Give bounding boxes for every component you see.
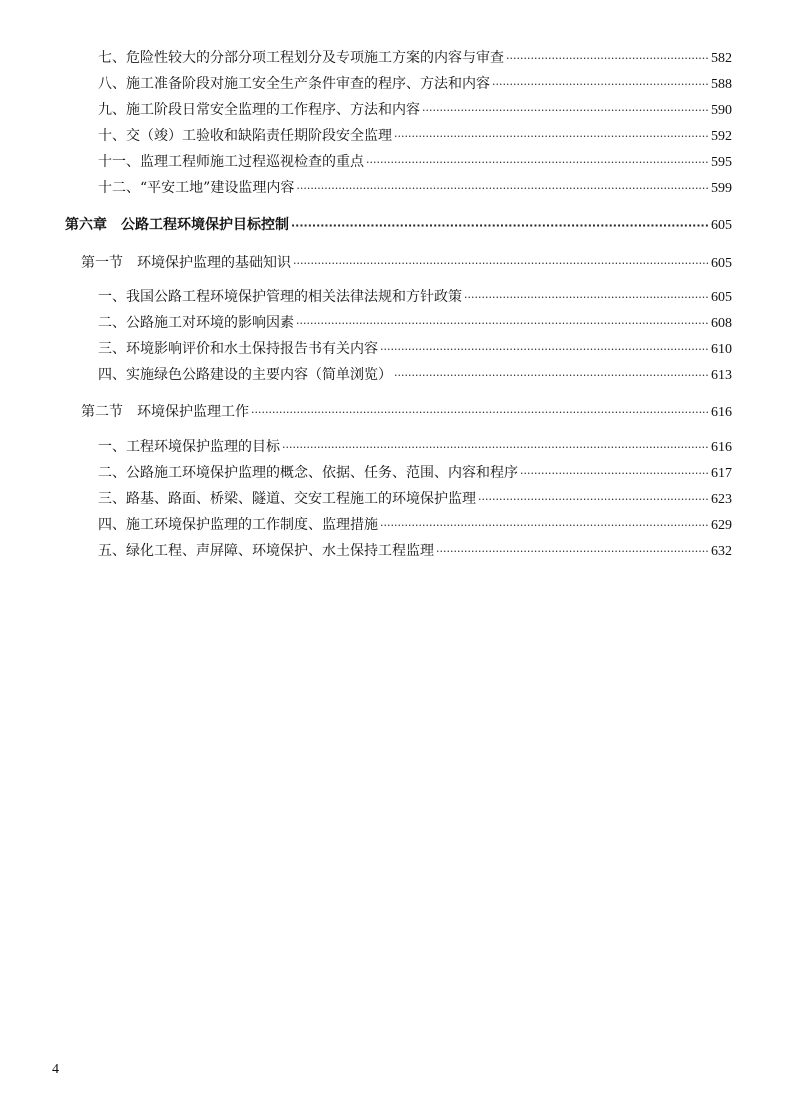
leader-dots — [293, 255, 709, 273]
toc-entry-title: 四、施工环境保护监理的工作制度、监理措施 — [98, 517, 378, 533]
toc-entry-page: 605 — [711, 290, 732, 305]
leader-dots — [366, 154, 709, 172]
leader-dots — [394, 367, 709, 385]
leader-dots — [380, 341, 709, 359]
toc-entry-title: 七、危险性较大的分部分项工程划分及专项施工方案的内容与审查 — [98, 50, 504, 66]
chapter-title: 第六章 公路工程环境保护目标控制 — [65, 217, 289, 233]
page-number: 4 — [52, 1062, 59, 1077]
leader-dots — [380, 517, 709, 535]
leader-dots — [394, 128, 709, 146]
toc-entry[interactable] — [98, 542, 732, 561]
toc-entry[interactable] — [98, 516, 732, 535]
leader-dots — [296, 180, 709, 198]
toc-entry[interactable] — [98, 127, 732, 146]
toc-entry-title: 十、交（竣）工验收和缺陷责任期阶段安全监理 — [98, 128, 392, 144]
toc-entry[interactable] — [98, 288, 732, 307]
toc-entry-title: 四、实施绿色公路建设的主要内容（简单浏览） — [98, 367, 392, 383]
section-title: 第二节 环境保护监理工作 — [81, 404, 249, 420]
section-title: 第一节 环境保护监理的基础知识 — [81, 255, 291, 271]
toc-entry-title: 三、路基、路面、桥梁、隧道、交安工程施工的环境保护监理 — [98, 491, 476, 507]
toc-section-entry[interactable] — [81, 254, 732, 273]
toc-entry-page: 595 — [711, 155, 732, 170]
toc-entry-title: 五、绿化工程、声屏障、环境保护、水土保持工程监理 — [98, 543, 434, 559]
toc-entry[interactable] — [98, 75, 732, 94]
section-page: 616 — [711, 405, 732, 420]
toc-entry-page: 629 — [711, 518, 732, 533]
toc-entry[interactable] — [98, 179, 732, 198]
chapter-page: 605 — [711, 218, 732, 233]
toc-entry-title: 八、施工准备阶段对施工安全生产条件审查的程序、方法和内容 — [98, 76, 490, 92]
leader-dots — [251, 404, 709, 422]
toc-entry-title: 二、公路施工环境保护监理的概念、依据、任务、范围、内容和程序 — [98, 465, 518, 481]
leader-dots — [464, 289, 709, 307]
toc-entry-page: 613 — [711, 368, 732, 383]
leader-dots — [492, 76, 709, 94]
toc-entry-title: 九、施工阶段日常安全监理的工作程序、方法和内容 — [98, 102, 420, 118]
toc-entry-page: 599 — [711, 181, 732, 196]
toc-section-entry[interactable] — [81, 403, 732, 422]
leader-dots — [506, 50, 709, 68]
toc-entry-page: 588 — [711, 77, 732, 92]
toc-entry[interactable] — [98, 340, 732, 359]
leader-dots — [282, 439, 709, 457]
leader-dots — [436, 543, 709, 561]
toc-entry[interactable] — [98, 490, 732, 509]
toc-entry[interactable] — [98, 438, 732, 457]
toc-entry-page: 592 — [711, 129, 732, 144]
toc-chapter-entry[interactable] — [65, 216, 732, 235]
toc-entry-title: 三、环境影响评价和水土保持报告书有关内容 — [98, 341, 378, 357]
toc-entry-title: 十一、监理工程师施工过程巡视检查的重点 — [98, 154, 364, 170]
toc-entry[interactable] — [98, 153, 732, 172]
toc-entry-page: 623 — [711, 492, 732, 507]
toc-entry-page: 616 — [711, 440, 732, 455]
toc-entry-title: 二、公路施工对环境的影响因素 — [98, 315, 294, 331]
toc-entry-page: 610 — [711, 342, 732, 357]
toc-entry-page: 632 — [711, 544, 732, 559]
toc-entry-page: 617 — [711, 466, 732, 481]
toc-entry-title: 十二、“平安工地”建设监理内容 — [98, 180, 295, 196]
leader-dots — [520, 465, 709, 483]
leader-dots — [291, 217, 709, 235]
toc-entry[interactable] — [98, 101, 732, 120]
toc-entry-title: 一、我国公路工程环境保护管理的相关法律法规和方针政策 — [98, 289, 462, 305]
toc-entry[interactable] — [98, 464, 732, 483]
toc-entry-page: 582 — [711, 51, 732, 66]
leader-dots — [422, 102, 709, 120]
toc-entry-title: 一、工程环境保护监理的目标 — [98, 439, 280, 455]
section-page: 605 — [711, 256, 732, 271]
leader-dots — [296, 315, 709, 333]
toc-entry-page: 608 — [711, 316, 732, 331]
toc-entry[interactable] — [98, 314, 732, 333]
toc-entry-page: 590 — [711, 103, 732, 118]
toc-entry[interactable] — [98, 366, 732, 385]
leader-dots — [478, 491, 709, 509]
toc-entry[interactable] — [98, 49, 732, 68]
